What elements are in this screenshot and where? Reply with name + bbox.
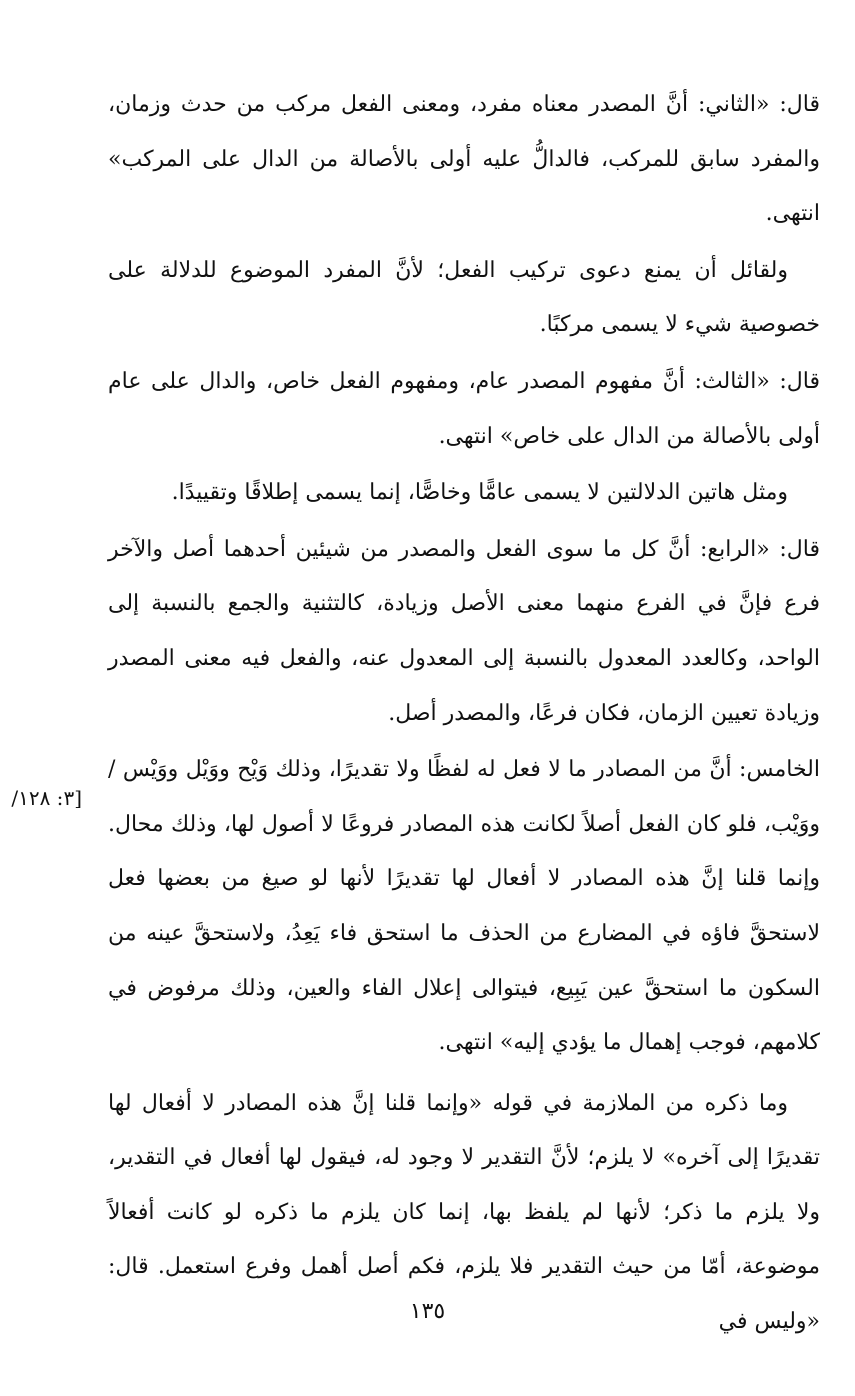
paragraph-7: وما ذكره من الملازمة في قوله «وإنما قلنا إنَّ هذه المصادر لا أفعال لها تقديرًا إلى آخره» لا يلزم؛ لأنَّ التقدير لا وجود له، فيقول لها أفعال في التقدير، ولا يلزم ما ذكر؛ لأنها لم يلفظ بها، إنما كان يلزم ما ذكره لو كانت أفعالاً موضوعة، أمّا من حيث التقدير فلا يلزم، فكم أصل أهمل وفرع استعمل. قال: «وليس في [108, 1090, 820, 1335]
margin-reference: [٣: ١٢٨/ [11, 786, 82, 810]
page-number: ١٣٥ [409, 1299, 446, 1324]
body-text [108, 78, 820, 1350]
paragraph-1: قال: «الثاني: أنَّ المصدر معناه مفرد، ومعنى الفعل مركب من حدث وزمان، والمفرد سابق للمركب، فالدالُّ عليه أولى بالأصالة من الدال على المركب» انتهى. [108, 92, 821, 227]
paragraph-5: قال: «الرابع: أنَّ كل ما سوى الفعل والمصدر من شيئين أحدهما أصل والآخر فرع فإنَّ في الفرع منهما معنى الأصل وزيادة، كالتثنية والجمع بالنسبة إلى الواحد، وكالعدد المعدول بالنسبة إلى المعدول عنه، والفعل فيه معنى المصدر وزيادة تعيين الزمان، فكان فرعًا، والمصدر أصل. [108, 536, 820, 726]
paragraph-4: ومثل هاتين الدلالتين لا يسمى عامًّا وخاصًّا، إنما يسمى إطلاقًا وتقييدًا. [171, 480, 788, 506]
paragraph-3: قال: «الثالث: أنَّ مفهوم المصدر عام، ومفهوم الفعل خاص، والدال على عام أولى بالأصالة من الدال على خاص» انتهى. [108, 368, 820, 449]
paragraph-6: الخامس: أنَّ من المصادر ما لا فعل له لفظًا ولا تقديرًا، وذلك وَيْح ووَيْل ووَيْس /ووَيْب، فلو كان الفعل أصلاً لكانت هذه المصادر فروعًا لا أصول لها، وذلك محال. وإنما قلنا إنَّ هذه المصادر لا أفعال لها تقديرًا لأنها لو صيغ من بعضها فعل لاستحقَّ فاؤه في المضارع من الحذف ما استحق فاء يَعِدُ، ولاستحقَّ عينه من السكون ما استحقَّ عين يَبِيع، فيتوالى إعلال الفاء والعين، وذلك مرفوض في كلامهم، فوجب إهمال ما يؤدي إليه» انتهى. [108, 757, 820, 1056]
paragraph-2: ولقائل أن يمنع دعوى تركيب الفعل؛ لأنَّ المفرد الموضوع للدلالة على خصوصية شيء لا يسمى مركبًا. [108, 257, 820, 338]
